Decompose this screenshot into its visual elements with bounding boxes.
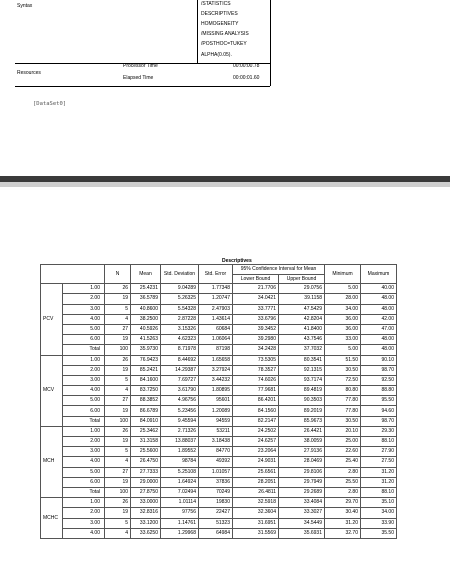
- table-row: [41, 467, 397, 477]
- value-cell: 95.50: [361, 396, 397, 406]
- value-cell: 25.40: [325, 457, 361, 467]
- level-cell: 5.00: [63, 396, 105, 406]
- value-cell: 2.71326: [161, 426, 199, 436]
- value-cell: 100: [105, 416, 131, 426]
- value-cell: 33.4084: [279, 498, 325, 508]
- value-cell: 27: [105, 396, 131, 406]
- table-row: [41, 518, 397, 528]
- value-cell: 34.00: [361, 508, 397, 518]
- value-cell: 19: [105, 335, 131, 345]
- value-cell: 3.18438: [199, 437, 233, 447]
- divider: [197, 0, 198, 63]
- value-cell: 1.01057: [199, 467, 233, 477]
- value-cell: 35.10: [361, 498, 397, 508]
- value-cell: 39.1158: [279, 294, 325, 304]
- value-cell: 74.6026: [233, 375, 279, 385]
- value-cell: 9.45594: [161, 416, 199, 426]
- value-cell: 47.00: [361, 324, 397, 334]
- value-cell: 4: [105, 457, 131, 467]
- value-cell: 97756: [161, 508, 199, 518]
- value-cell: 1.20089: [199, 406, 233, 416]
- value-cell: 32.3604: [233, 508, 279, 518]
- value-cell: 8.71978: [161, 345, 199, 355]
- value-cell: 30.50: [325, 416, 361, 426]
- header-std-dev: Std. Deviation: [161, 265, 199, 284]
- level-cell: 3.00: [63, 518, 105, 528]
- table-row: [41, 294, 397, 304]
- value-cell: 83.7250: [131, 386, 161, 396]
- value-cell: 51323: [199, 518, 233, 528]
- value-cell: 13.88037: [161, 437, 199, 447]
- value-cell: 35.6931: [279, 528, 325, 538]
- processor-time-value: 00:00:00.78: [233, 63, 260, 69]
- level-cell: 2.00: [63, 508, 105, 518]
- value-cell: 1.65658: [199, 355, 233, 365]
- value-cell: 4.62323: [161, 335, 199, 345]
- table-row: [41, 406, 397, 416]
- value-cell: 34.0421: [233, 294, 279, 304]
- value-cell: 19830: [199, 498, 233, 508]
- value-cell: 33.6250: [131, 528, 161, 538]
- value-cell: 53211: [199, 426, 233, 436]
- group-label: MCHC: [41, 498, 63, 539]
- value-cell: 1.64924: [161, 477, 199, 487]
- syntax-line: /STATISTICS: [201, 1, 231, 7]
- value-cell: 77.9681: [233, 386, 279, 396]
- value-cell: 29.0000: [131, 477, 161, 487]
- value-cell: 32.70: [325, 528, 361, 538]
- value-cell: 90.3503: [279, 396, 325, 406]
- value-cell: 88.80: [361, 386, 397, 396]
- level-cell: 4.00: [63, 528, 105, 538]
- value-cell: 36.00: [325, 324, 361, 334]
- value-cell: 77.80: [325, 406, 361, 416]
- descriptives-table: [40, 264, 397, 539]
- value-cell: 41.8400: [279, 324, 325, 334]
- syntax-line: HOMOGENEITY: [201, 21, 239, 27]
- table-row: [41, 487, 397, 497]
- level-cell: 3.00: [63, 304, 105, 314]
- syntax-line: DESCRIPTIVES: [201, 11, 238, 17]
- value-cell: 29.7949: [279, 477, 325, 487]
- header-row: [41, 265, 397, 275]
- value-cell: 1.29968: [161, 528, 199, 538]
- value-cell: 5: [105, 304, 131, 314]
- level-cell: 2.00: [63, 437, 105, 447]
- value-cell: 19: [105, 477, 131, 487]
- value-cell: 1.01114: [161, 498, 199, 508]
- level-cell: 1.00: [63, 426, 105, 436]
- value-cell: 48.00: [361, 294, 397, 304]
- value-cell: 27.8750: [131, 487, 161, 497]
- value-cell: 29.70: [325, 498, 361, 508]
- value-cell: 8.44692: [161, 355, 199, 365]
- value-cell: 26.4750: [131, 457, 161, 467]
- level-cell: Total: [63, 345, 105, 355]
- value-cell: 33.6796: [233, 314, 279, 324]
- value-cell: 26: [105, 355, 131, 365]
- level-cell: 2.00: [63, 294, 105, 304]
- level-cell: 3.00: [63, 447, 105, 457]
- value-cell: 5: [105, 518, 131, 528]
- header-max: Maximum: [361, 265, 397, 284]
- value-cell: 33.3027: [279, 508, 325, 518]
- value-cell: 48.00: [361, 345, 397, 355]
- value-cell: 1.14761: [161, 518, 199, 528]
- value-cell: 35.50: [361, 528, 397, 538]
- table-row: [41, 355, 397, 365]
- value-cell: 14.29387: [161, 365, 199, 375]
- header-min: Minimum: [325, 265, 361, 284]
- value-cell: 5: [105, 447, 131, 457]
- value-cell: 36.5789: [131, 294, 161, 304]
- value-cell: 37.7032: [279, 345, 325, 355]
- header-n: N: [105, 265, 131, 284]
- level-cell: 2.00: [63, 365, 105, 375]
- value-cell: 100: [105, 487, 131, 497]
- value-cell: 98.70: [361, 365, 397, 375]
- value-cell: 33.1200: [131, 518, 161, 528]
- value-cell: 19: [105, 437, 131, 447]
- table-row: [41, 508, 397, 518]
- value-cell: 4: [105, 314, 131, 324]
- value-cell: 31.3158: [131, 437, 161, 447]
- value-cell: 64984: [199, 528, 233, 538]
- value-cell: 1.89552: [161, 447, 199, 457]
- value-cell: 38.0059: [279, 437, 325, 447]
- syntax-line: ALPHA(0.05).: [201, 52, 232, 58]
- value-cell: 24.6257: [233, 437, 279, 447]
- value-cell: 92.1315: [279, 365, 325, 375]
- value-cell: 41.5263: [131, 335, 161, 345]
- value-cell: 92.50: [361, 375, 397, 385]
- value-cell: 39.3452: [233, 324, 279, 334]
- value-cell: 89.2019: [279, 406, 325, 416]
- value-cell: 80.3541: [279, 355, 325, 365]
- value-cell: 26: [105, 498, 131, 508]
- value-cell: 27: [105, 324, 131, 334]
- value-cell: 49392: [199, 457, 233, 467]
- syntax-label: Syntax: [17, 3, 33, 9]
- value-cell: 25.3462: [131, 426, 161, 436]
- value-cell: 34.5449: [279, 518, 325, 528]
- value-cell: 88.10: [361, 437, 397, 447]
- value-cell: 30.50: [325, 365, 361, 375]
- value-cell: 29.2689: [279, 487, 325, 497]
- value-cell: 26.4421: [279, 426, 325, 436]
- value-cell: 40.8600: [131, 304, 161, 314]
- level-cell: 1.00: [63, 284, 105, 294]
- table-title: Descriptives: [222, 258, 252, 264]
- value-cell: 90.10: [361, 355, 397, 365]
- value-cell: 25.5600: [131, 447, 161, 457]
- table-row: [41, 477, 397, 487]
- value-cell: 5.26325: [161, 294, 199, 304]
- level-cell: Total: [63, 487, 105, 497]
- value-cell: 87198: [199, 345, 233, 355]
- value-cell: 35.9730: [131, 345, 161, 355]
- value-cell: 20.10: [325, 426, 361, 436]
- syntax-line: /POSTHOC=TUKEY: [201, 41, 247, 47]
- value-cell: 33.7771: [233, 304, 279, 314]
- value-cell: 5: [105, 375, 131, 385]
- table-row: [41, 437, 397, 447]
- value-cell: 19: [105, 294, 131, 304]
- value-cell: 85.9673: [279, 416, 325, 426]
- table-row: [41, 365, 397, 375]
- group-label: PCV: [41, 284, 63, 355]
- value-cell: 3.27924: [199, 365, 233, 375]
- elapsed-time-label: Elapsed Time: [123, 75, 154, 81]
- value-cell: 31.20: [361, 467, 397, 477]
- group-label: MCV: [41, 355, 63, 426]
- value-cell: 5.25108: [161, 467, 199, 477]
- value-cell: 33.0000: [131, 498, 161, 508]
- value-cell: 32.8316: [131, 508, 161, 518]
- value-cell: 94.60: [361, 406, 397, 416]
- value-cell: 28.0469: [279, 457, 325, 467]
- header-upper: Upper Bound: [279, 275, 325, 284]
- value-cell: 19: [105, 406, 131, 416]
- value-cell: 37836: [199, 477, 233, 487]
- value-cell: 82.2147: [233, 416, 279, 426]
- dataset-label: [DataSet0]: [33, 101, 67, 107]
- value-cell: 70249: [199, 487, 233, 497]
- value-cell: 77.80: [325, 396, 361, 406]
- value-cell: 25.6561: [233, 467, 279, 477]
- divider: [270, 0, 271, 86]
- value-cell: 98784: [161, 457, 199, 467]
- value-cell: 40.5926: [131, 324, 161, 334]
- value-cell: 93.7174: [279, 375, 325, 385]
- table-row: [41, 375, 397, 385]
- level-cell: Total: [63, 416, 105, 426]
- value-cell: 33.90: [361, 518, 397, 528]
- value-cell: 2.47903: [199, 304, 233, 314]
- value-cell: 86.6789: [131, 406, 161, 416]
- processor-time-label: Processor Time: [123, 63, 158, 69]
- value-cell: 25.00: [325, 437, 361, 447]
- value-cell: 34.2428: [233, 345, 279, 355]
- value-cell: 29.0756: [279, 284, 325, 294]
- value-cell: 94559: [199, 416, 233, 426]
- table-row: [41, 304, 397, 314]
- level-cell: 4.00: [63, 314, 105, 324]
- table-row: [41, 457, 397, 467]
- value-cell: 98.70: [361, 416, 397, 426]
- header-mean: Mean: [131, 265, 161, 284]
- level-cell: 6.00: [63, 335, 105, 345]
- value-cell: 4.96756: [161, 396, 199, 406]
- value-cell: 76.9423: [131, 355, 161, 365]
- table-row: [41, 284, 397, 294]
- value-cell: 47.5429: [279, 304, 325, 314]
- value-cell: 19: [105, 508, 131, 518]
- value-cell: 24.9031: [233, 457, 279, 467]
- value-cell: 43.7546: [279, 335, 325, 345]
- value-cell: 48.00: [361, 304, 397, 314]
- value-cell: 84.0910: [131, 416, 161, 426]
- syntax-line: /MISSING ANALYSIS: [201, 31, 249, 37]
- level-cell: 3.00: [63, 375, 105, 385]
- value-cell: 40.00: [361, 284, 397, 294]
- notes-table: [15, 0, 270, 86]
- table-row: [41, 386, 397, 396]
- value-cell: 32.5918: [233, 498, 279, 508]
- level-cell: 6.00: [63, 406, 105, 416]
- table-row: [41, 498, 397, 508]
- value-cell: 85.2421: [131, 365, 161, 375]
- level-cell: 6.00: [63, 477, 105, 487]
- value-cell: 22.60: [325, 447, 361, 457]
- value-cell: 5.00: [325, 345, 361, 355]
- value-cell: 100: [105, 345, 131, 355]
- level-cell: 5.00: [63, 467, 105, 477]
- elapsed-time-value: 00:00:01.60: [233, 75, 260, 81]
- value-cell: 38.2500: [131, 314, 161, 324]
- value-cell: 25.4231: [131, 284, 161, 294]
- level-cell: 4.00: [63, 457, 105, 467]
- table-row: [41, 324, 397, 334]
- value-cell: 5.00: [325, 284, 361, 294]
- value-cell: 5.54328: [161, 304, 199, 314]
- value-cell: 1.43614: [199, 314, 233, 324]
- table-row: [41, 528, 397, 538]
- table-row: [41, 335, 397, 345]
- value-cell: 3.61790: [161, 386, 199, 396]
- value-cell: 95601: [199, 396, 233, 406]
- value-cell: 84.1600: [131, 375, 161, 385]
- header-empty: [41, 265, 105, 284]
- value-cell: 23.2064: [233, 447, 279, 457]
- value-cell: 27.7333: [131, 467, 161, 477]
- value-cell: 29.8106: [279, 467, 325, 477]
- value-cell: 26.4811: [233, 487, 279, 497]
- value-cell: 29.30: [361, 426, 397, 436]
- value-cell: 31.6951: [233, 518, 279, 528]
- resources-label: Resources: [17, 70, 41, 76]
- value-cell: 34.00: [325, 304, 361, 314]
- header-std-err: Std. Error: [199, 265, 233, 284]
- value-cell: 86.4201: [233, 396, 279, 406]
- value-cell: 2.80: [325, 467, 361, 477]
- level-cell: 1.00: [63, 355, 105, 365]
- table-row: [41, 426, 397, 436]
- value-cell: 27.90: [361, 447, 397, 457]
- value-cell: 27.50: [361, 457, 397, 467]
- value-cell: 72.50: [325, 375, 361, 385]
- value-cell: 73.5305: [233, 355, 279, 365]
- value-cell: 78.3527: [233, 365, 279, 375]
- value-cell: 1.20747: [199, 294, 233, 304]
- value-cell: 31.20: [325, 518, 361, 528]
- value-cell: 60684: [199, 324, 233, 334]
- group-label: MCH: [41, 426, 63, 497]
- value-cell: 27: [105, 467, 131, 477]
- value-cell: 31.5569: [233, 528, 279, 538]
- value-cell: 7.69727: [161, 375, 199, 385]
- value-cell: 89.4819: [279, 386, 325, 396]
- value-cell: 2.87228: [161, 314, 199, 324]
- value-cell: 24.2502: [233, 426, 279, 436]
- value-cell: 33.00: [325, 335, 361, 345]
- value-cell: 28.00: [325, 294, 361, 304]
- value-cell: 3.15326: [161, 324, 199, 334]
- value-cell: 88.10: [361, 487, 397, 497]
- value-cell: 27.9136: [279, 447, 325, 457]
- value-cell: 39.2980: [233, 335, 279, 345]
- value-cell: 31.20: [361, 477, 397, 487]
- value-cell: 51.50: [325, 355, 361, 365]
- value-cell: 28.2051: [233, 477, 279, 487]
- level-cell: 4.00: [63, 386, 105, 396]
- value-cell: 42.00: [361, 314, 397, 324]
- page-break-shadow: [0, 182, 450, 187]
- level-cell: 1.00: [63, 498, 105, 508]
- value-cell: 4: [105, 528, 131, 538]
- value-cell: 80.80: [325, 386, 361, 396]
- header-ci: 95% Confidence Interval for Mean: [233, 265, 325, 275]
- value-cell: 25.50: [325, 477, 361, 487]
- value-cell: 21.7706: [233, 284, 279, 294]
- value-cell: 7.02494: [161, 487, 199, 497]
- value-cell: 48.00: [361, 335, 397, 345]
- value-cell: 5.23456: [161, 406, 199, 416]
- divider: [15, 86, 270, 87]
- value-cell: 2.80: [325, 487, 361, 497]
- value-cell: 19: [105, 365, 131, 375]
- table-row: [41, 345, 397, 355]
- table-row: [41, 416, 397, 426]
- table-row: [41, 447, 397, 457]
- value-cell: 3.44232: [199, 375, 233, 385]
- value-cell: 9.04289: [161, 284, 199, 294]
- value-cell: 30.40: [325, 508, 361, 518]
- level-cell: 5.00: [63, 324, 105, 334]
- value-cell: 4: [105, 386, 131, 396]
- value-cell: 84.1560: [233, 406, 279, 416]
- value-cell: 1.77348: [199, 284, 233, 294]
- value-cell: 42.8204: [279, 314, 325, 324]
- value-cell: 36.00: [325, 314, 361, 324]
- value-cell: 1.80895: [199, 386, 233, 396]
- header-lower: Lower Bound: [233, 275, 279, 284]
- table-row: [41, 396, 397, 406]
- table-row: [41, 314, 397, 324]
- value-cell: 1.06064: [199, 335, 233, 345]
- value-cell: 26: [105, 426, 131, 436]
- value-cell: 88.3852: [131, 396, 161, 406]
- value-cell: 84770: [199, 447, 233, 457]
- value-cell: 22427: [199, 508, 233, 518]
- value-cell: 26: [105, 284, 131, 294]
